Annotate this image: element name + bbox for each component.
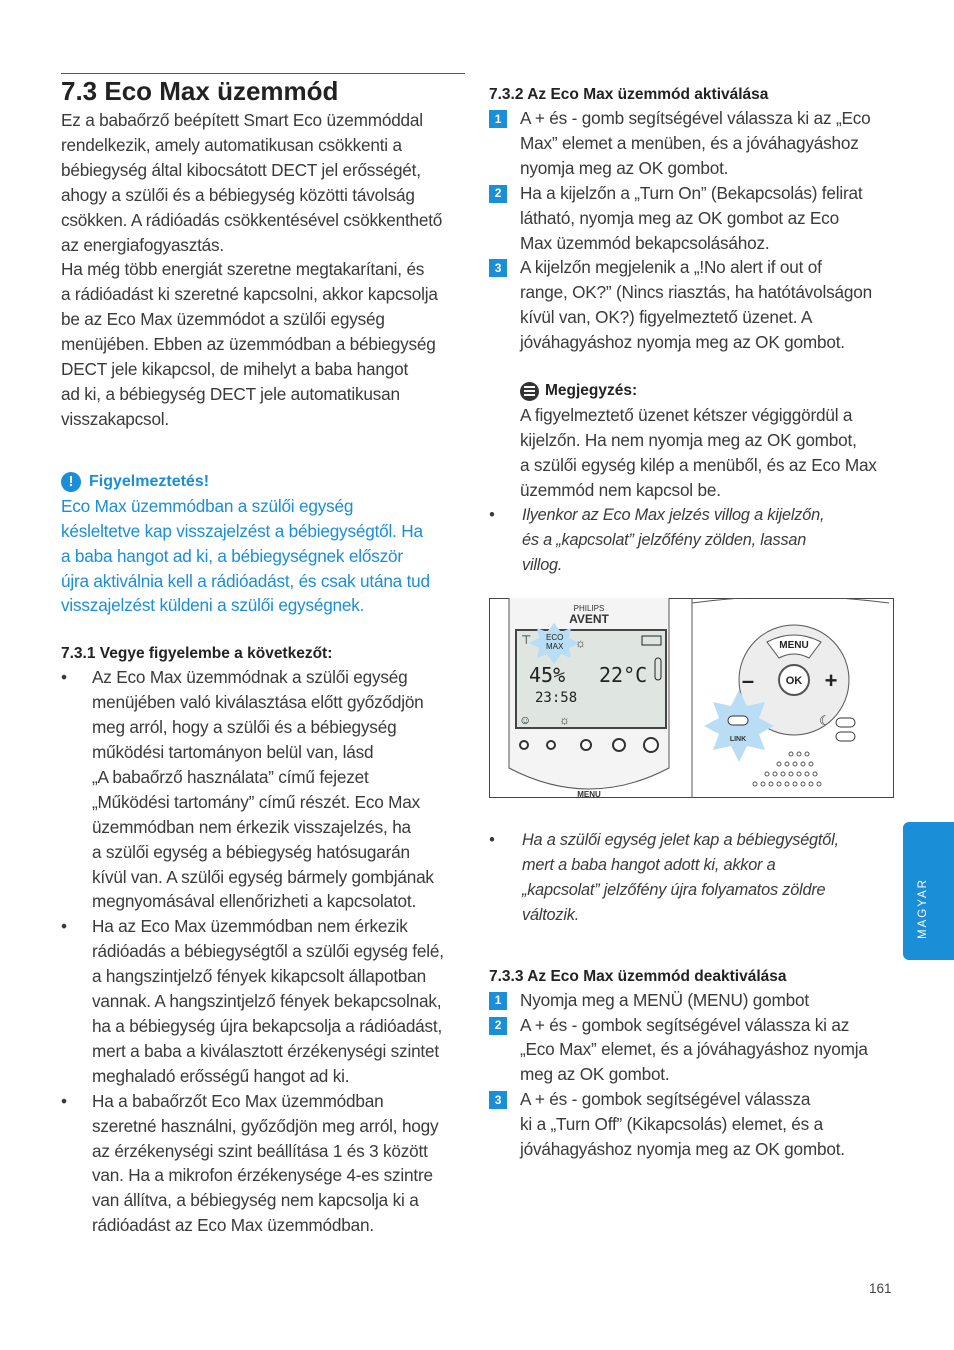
link-light: [728, 716, 748, 725]
intro-line: bébiegység által kibocsátott DECT jel erősségét,: [61, 159, 421, 180]
bullet-line: villog.: [522, 555, 563, 574]
battery-light: [836, 718, 855, 727]
bullet-line: ha a bébiegység újra bekapcsolja a rádióadást,: [92, 1016, 443, 1036]
subsection-731-title: 7.3.1 Vegye figyelembe a következőt:: [61, 645, 333, 663]
logo-text: AVENT: [569, 612, 609, 626]
note-heading: [520, 379, 894, 403]
note-bullet-list: [489, 503, 894, 578]
bullet-line: megnyomásával ellenőrizheti a kapcsolatot.: [92, 891, 417, 912]
step-item: [489, 1087, 894, 1162]
bullet-line: rádióadást az Eco Max üzemmódban.: [92, 1215, 374, 1236]
note-line: kijelzőn. Ha nem nyomja meg az OK gombot,: [520, 429, 857, 450]
parent-unit-illustration: [489, 598, 894, 798]
intro-line: Ez a babaőrző beépített Smart Eco üzemmóddal: [61, 110, 423, 130]
step-text: [520, 1087, 845, 1162]
warning-line: újra aktiválnia kell a rádióadást, és csak utána tud: [61, 570, 430, 591]
list-item: [489, 828, 894, 928]
intro-paragraph: [61, 108, 465, 432]
bullet-line: működési tartományon belül van, lásd: [92, 742, 374, 763]
language-tab-label: MAGYAR: [917, 878, 929, 939]
bullet-line: meghaladó erősségű hangot ad ki.: [92, 1065, 350, 1086]
bullet-line: „kapcsolat” jelzőfény újra folyamatos zöldre: [522, 880, 826, 899]
link-label: LINK: [729, 736, 747, 743]
bullet-line: van. Ha a mikrofon érzékenysége 4-es szintre: [92, 1165, 433, 1186]
bullet-line: van állítva, a bébiegység nem kapcsolja ki a: [92, 1190, 419, 1211]
step-line: A + és - gombok segítségével válassza ki az: [520, 1014, 850, 1035]
bullet-line: változik.: [522, 905, 580, 924]
step-number-badge: 2: [489, 1017, 507, 1035]
step-line: Max” elemet a menüben, és a jóváhagyáshoz: [520, 132, 859, 153]
step-line: jóváhagyáshoz nyomja meg az OK gombot.: [520, 332, 845, 353]
menu-button-label: MENU: [779, 640, 809, 651]
step-item: [489, 1013, 894, 1088]
step-number-badge: 1: [489, 110, 507, 128]
step-number-badge: 1: [489, 992, 507, 1010]
speaker-hole: [761, 782, 765, 786]
time-readout: 23:58: [535, 690, 578, 706]
bullet-line: és a „kapcsolat” jelzőfény zölden, lassan: [522, 530, 807, 549]
intro-line: ahogy a szülői és a bébiegység közötti távolság: [61, 184, 415, 205]
temperature-readout: 22°C: [599, 663, 648, 687]
intro-line: visszakapcsol.: [61, 408, 170, 429]
bullet-line: Ilyenkor az Eco Max jelzés villog a kijelzőn,: [522, 505, 825, 524]
speaker-hole: [805, 752, 809, 756]
bullet-line: meg arról, hogy a szülői és a bébiegység: [92, 717, 397, 738]
speaker-hole: [789, 752, 793, 756]
power-light: [836, 732, 855, 741]
bullet-line: „A babaőrző használata” című fejezet: [92, 766, 369, 787]
intro-line: rendelkezik, amely automatikusan csökkenti a: [61, 134, 402, 155]
deactivation-steps: [489, 988, 894, 1162]
step-line: jóváhagyáshoz nyomja meg az OK gombot.: [520, 1139, 845, 1160]
right-column: [489, 84, 894, 577]
subsection-732-title: 7.3.2 Az Eco Max üzemmód aktiválása: [489, 86, 769, 103]
menu-bottom-label: MENU: [577, 790, 601, 798]
speaker-hole: [809, 782, 813, 786]
step-line: kívül van, OK?) figyelmeztető üzenet. A: [520, 307, 813, 328]
light-icon: ☼: [575, 636, 586, 650]
speaker-hole: [809, 762, 813, 766]
step-line: „Eco Max” elemet, és a jóváhagyáshoz nyomja: [520, 1039, 868, 1060]
face-icon: ☺: [519, 713, 532, 727]
step-line: nyomja meg az OK gombot.: [520, 157, 729, 178]
warning-title: Figyelmeztetés!: [89, 472, 210, 490]
humidity-readout: 45%: [529, 663, 566, 687]
bullet-line: kívül van. A szülői egység bármely gombjának: [92, 866, 434, 887]
bullet-line: Ha a babaőrzőt Eco Max üzemmódban: [92, 1090, 384, 1111]
note-line: üzemmód nem kapcsol be.: [520, 479, 721, 500]
page-number: 161: [869, 1281, 892, 1296]
bullet-line: mert a baba hangot adott ki, akkor a: [522, 855, 776, 874]
warning-line: visszajelzést küldeni a szülői egységnek.: [61, 595, 365, 616]
sun-icon: ☼: [559, 713, 570, 727]
step-line: meg az OK gombot.: [520, 1064, 670, 1085]
speaker-hole: [781, 772, 785, 776]
intro-line: a rádióadást ki szeretné kapcsolni, akkor kapcsolja: [61, 284, 438, 305]
speaker-hole: [753, 782, 757, 786]
speaker-hole: [813, 772, 817, 776]
bullet-line: az érzékenységi szint beállítása 1 és 3 között: [92, 1140, 428, 1161]
note-icon: [520, 382, 539, 401]
speaker-hole: [769, 782, 773, 786]
language-tab: [903, 822, 954, 960]
ok-button-label: OK: [785, 675, 803, 687]
note-title: Megjegyzés:: [545, 382, 638, 400]
after-figure-bullet: [489, 828, 894, 928]
bullet-line: mert a baba a kiválasztott érzékenységi szintet: [92, 1040, 439, 1061]
step-line: range, OK?” (Nincs riasztás, ha hatótávolságon: [520, 282, 872, 303]
plus-button: +: [824, 668, 838, 693]
list-item: [61, 1089, 465, 1238]
note-line: A figyelmeztető üzenet kétszer végiggördül a: [520, 405, 853, 426]
bullet-line: szeretné használni, győződjön meg arról, hogy: [92, 1115, 439, 1136]
left-column: [61, 72, 465, 1238]
step-number-badge: 3: [489, 259, 507, 277]
intro-line: be az Eco Max üzemmódot a szülői egység: [61, 309, 385, 330]
consider-list: [61, 665, 465, 1238]
bullet-line: a szülői egység a bébiegység hatósugarán: [92, 841, 410, 862]
bullet-line: „Működési tartomány” című részét. Eco Max: [92, 791, 421, 812]
speaker-hole: [773, 772, 777, 776]
signal-icon: ⊤: [521, 633, 532, 647]
step-item: [489, 255, 894, 355]
step-item: [489, 106, 894, 181]
step-item: [489, 181, 894, 256]
speaker-hole: [793, 782, 797, 786]
note-body: [520, 403, 894, 503]
speaker-hole: [765, 772, 769, 776]
speaker-hole: [805, 772, 809, 776]
bullet-line: a hangszintjelző fények kikapcsolt állapotban: [92, 966, 427, 987]
step-line: Ha a kijelzőn a „Turn On” (Bekapcsolás) felirat: [520, 182, 863, 203]
speaker-hole: [785, 762, 789, 766]
list-item: [489, 503, 894, 578]
step-line: A + és - gombok segítségével válassza: [520, 1089, 811, 1110]
note-line: a szülői egység kilép a menüből, és az Eco Max: [520, 454, 877, 475]
speaker-hole: [797, 772, 801, 776]
brand-text: PHILIPS: [573, 604, 605, 613]
intro-line: az energiafogyasztás.: [61, 234, 225, 255]
warning-line: Eco Max üzemmódban a szülői egység: [61, 495, 354, 516]
step-line: látható, nyomja meg az OK gombot az Eco: [520, 207, 839, 228]
step-number-badge: 3: [489, 1091, 507, 1109]
nightlight-icon: ☾: [819, 713, 831, 728]
speaker-hole: [777, 762, 781, 766]
intro-line: Ha még több energiát szeretne megtakarítani, és: [61, 259, 425, 280]
step-line: A kijelzőn megjelenik a „!No alert if out of: [520, 257, 822, 278]
speaker-hole: [789, 772, 793, 776]
step-number-badge: 2: [489, 185, 507, 203]
speaker-hole: [801, 762, 805, 766]
speaker-hole: [785, 782, 789, 786]
intro-line: DECT jele kikapcsol, de mihelyt a baba hangot: [61, 359, 409, 380]
step-line: A + és - gomb segítségével válassza ki az „Eco: [520, 108, 871, 128]
step-line: Nyomja meg a MENÜ (MENU) gombot: [520, 989, 809, 1010]
step-text: [520, 106, 870, 181]
step-text: [520, 255, 872, 355]
speaker-hole: [817, 782, 821, 786]
list-item: [61, 914, 465, 1088]
exclamation-icon: !: [61, 472, 81, 492]
eco-label: ECO: [546, 633, 564, 642]
warning-heading: [61, 470, 465, 494]
step-line: ki a „Turn Off” (Kikapcsolás) elemet, és a: [520, 1114, 823, 1135]
list-item: [61, 665, 465, 914]
right-column-lower: [489, 828, 894, 1162]
bullet-line: menüjében való kiválasztása előtt győződjön: [92, 692, 424, 713]
step-text: [520, 1013, 868, 1088]
warning-body: [61, 494, 465, 619]
warning-line: a baba hangot ad ki, a bébiegységnek először: [61, 545, 403, 566]
activation-steps: [489, 106, 894, 355]
step-line: Max üzemmód bekapcsolásához.: [520, 232, 770, 253]
bullet-line: Ha a szülői egység jelet kap a bébiegységtől,: [522, 831, 839, 849]
section-title: 7.3 Eco Max üzemmód: [61, 76, 339, 106]
subsection-733-title: 7.3.3 Az Eco Max üzemmód deaktiválása: [489, 967, 787, 985]
step-text: [520, 181, 862, 256]
max-label: MAX: [546, 642, 564, 651]
bullet-line: rádióadás a bébiegységtől a szülői egység felé,: [92, 941, 444, 962]
intro-line: csökken. A rádióadás csökkentésével csökkenthető: [61, 209, 443, 230]
warning-line: késleltetve kap visszajelzést a bébiegységtől. Ha: [61, 520, 423, 541]
minus-button: –: [741, 668, 755, 693]
intro-line: menüjében. Ebben az üzemmódban a bébiegység: [61, 334, 436, 355]
intro-line: ad ki, a bébiegység DECT jele automatikusan: [61, 383, 400, 404]
step-item: [489, 988, 894, 1013]
speaker-hole: [793, 762, 797, 766]
step-text: [520, 988, 809, 1013]
speaker-hole: [801, 782, 805, 786]
bullet-line: Ha az Eco Max üzemmódban nem érkezik: [92, 916, 408, 937]
speaker-hole: [797, 752, 801, 756]
speaker-hole: [777, 782, 781, 786]
bullet-line: üzemmódban nem érkezik visszajelzés, ha: [92, 816, 411, 837]
bullet-line: Az Eco Max üzemmódnak a szülői egység: [92, 667, 408, 688]
bullet-line: vannak. A hangszintjelző fények bekapcsolnak,: [92, 991, 442, 1012]
